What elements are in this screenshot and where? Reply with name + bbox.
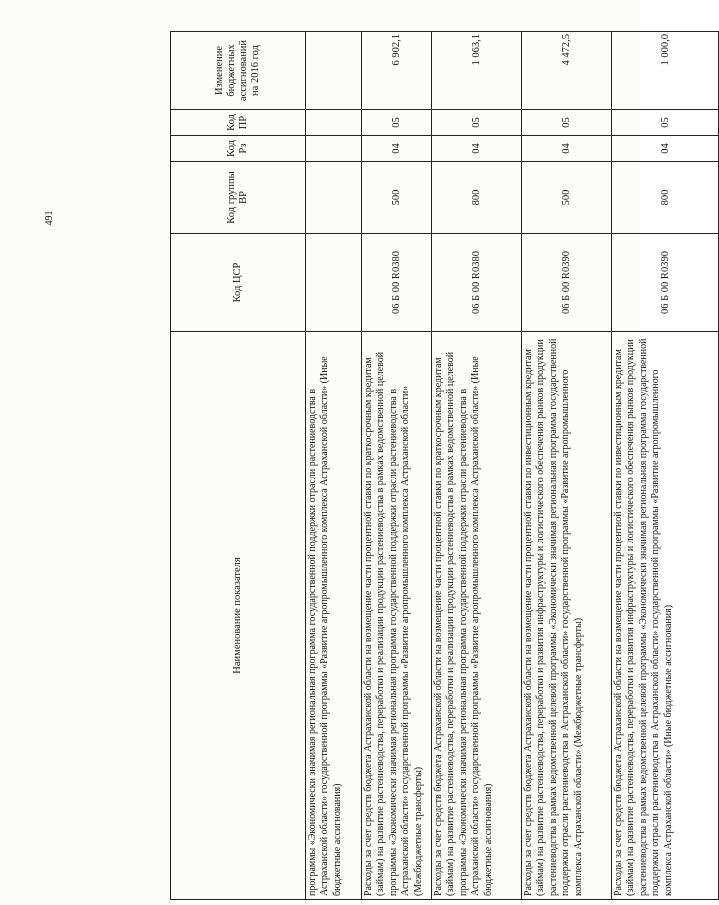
row-rz: 04 bbox=[522, 136, 612, 162]
table-row bbox=[612, 32, 719, 900]
row-rz: 04 bbox=[362, 136, 432, 162]
row-csr bbox=[306, 234, 362, 332]
row-vr: 800 bbox=[432, 162, 522, 234]
row-vr: 800 bbox=[612, 162, 719, 234]
row-name: Расходы за счет средств бюджета Астраханской области на возмещение части процентной ставки по краткосрочным кредитам (займам) на развитие растениеводства, переработки и реализации продукции растениеводства в рамках ведомственной целевой программы «Экономически значимая региональная программа государственной поддержки отрасли растениеводства в Астраханской области» государственной программы «Развитие агропромышленного комплекса Астраханской области» (Межбюджетные трансферты) bbox=[362, 332, 432, 900]
header-rz: Код Рз bbox=[171, 136, 306, 162]
row-amount bbox=[306, 32, 362, 110]
rotated-table-frame bbox=[170, 32, 674, 900]
header-amount: Изменение бюджетных ассигнований на 2016 год bbox=[171, 32, 306, 110]
header-csr: Код ЦСР bbox=[171, 234, 306, 332]
budget-table-container bbox=[170, 32, 674, 900]
row-csr: 06 Б 00 R0380 bbox=[432, 234, 522, 332]
table-row bbox=[362, 32, 432, 900]
row-amount: 1 063,1 bbox=[432, 32, 522, 110]
table-header-row bbox=[171, 32, 306, 900]
row-name: Расходы за счет средств бюджета Астраханской области на возмещение части процентной ставки по краткосрочным кредитам (займам) на развитие растениеводства, переработки и реализации продукции растениеводства в рамках ведомственной целевой программы «Экономически значимая региональная программа государственной поддержки отрасли растениеводства в Астраханской области» государственной программы «Развитие агропромышленного комплекса Астраханской области» (Иные бюджетные ассигнования) bbox=[432, 332, 522, 900]
row-amount: 1 000,0 bbox=[612, 32, 719, 110]
row-pr: 05 bbox=[432, 110, 522, 136]
table-row bbox=[522, 32, 612, 900]
budget-table bbox=[170, 31, 719, 900]
page-number: 491 bbox=[44, 210, 55, 226]
row-csr: 06 Б 00 R0380 bbox=[362, 234, 432, 332]
row-pr: 05 bbox=[522, 110, 612, 136]
row-amount: 4 472,5 bbox=[522, 32, 612, 110]
header-name: Наименование показателя bbox=[171, 332, 306, 900]
header-pr: Код ПР bbox=[171, 110, 306, 136]
row-vr: 500 bbox=[522, 162, 612, 234]
row-rz bbox=[306, 136, 362, 162]
row-name: Расходы за счет средств бюджета Астраханской области на возмещение части процентной ставки по инвестиционным кредитам (займам) на развитие растениеводства, переработки и развития инфраструктуры и логистического обеспечения рынков продукции растениеводства в рамках ведомственной целевой программы «Экономически значимая региональная программа государственной поддержки отрасли растениеводства в Астраханской области» государственной программы «Развитие агропромышленного комплекса Астраханской области» (Межбюджетные трансферты) bbox=[522, 332, 612, 900]
row-name: Расходы за счет средств бюджета Астраханской области на возмещение части процентной ставки по инвестиционным кредитам (займам) на развитие растениеводства, переработки и развития инфраструктуры и логистического обеспечения рынков продукции растениеводства в рамках ведомственной целевой программы «Экономически значимая региональная программа государственной поддержки отрасли растениеводства в Астраханской области» государственной программы «Развитие агропромышленного комплекса Астраханской области» (Иные бюджетные ассигнования) bbox=[612, 332, 719, 900]
table-row bbox=[432, 32, 522, 900]
row-pr bbox=[306, 110, 362, 136]
row-vr: 500 bbox=[362, 162, 432, 234]
row-csr: 06 Б 00 R0390 bbox=[522, 234, 612, 332]
row-vr bbox=[306, 162, 362, 234]
row-name: программы «Экономически значимая региональная программа государственной поддержки отрасли растениеводства в Астраханской области» государственной программы «Развитие агропромышленного комплекса Астраханской области» (Иные бюджетные ассигнования) bbox=[306, 332, 362, 900]
row-rz: 04 bbox=[432, 136, 522, 162]
row-pr: 05 bbox=[612, 110, 719, 136]
row-pr: 05 bbox=[362, 110, 432, 136]
row-csr: 06 Б 00 R0390 bbox=[612, 234, 719, 332]
row-amount: 6 902,1 bbox=[362, 32, 432, 110]
row-rz: 04 bbox=[612, 136, 719, 162]
table-row bbox=[306, 32, 362, 900]
header-vr: Код группы ВР bbox=[171, 162, 306, 234]
